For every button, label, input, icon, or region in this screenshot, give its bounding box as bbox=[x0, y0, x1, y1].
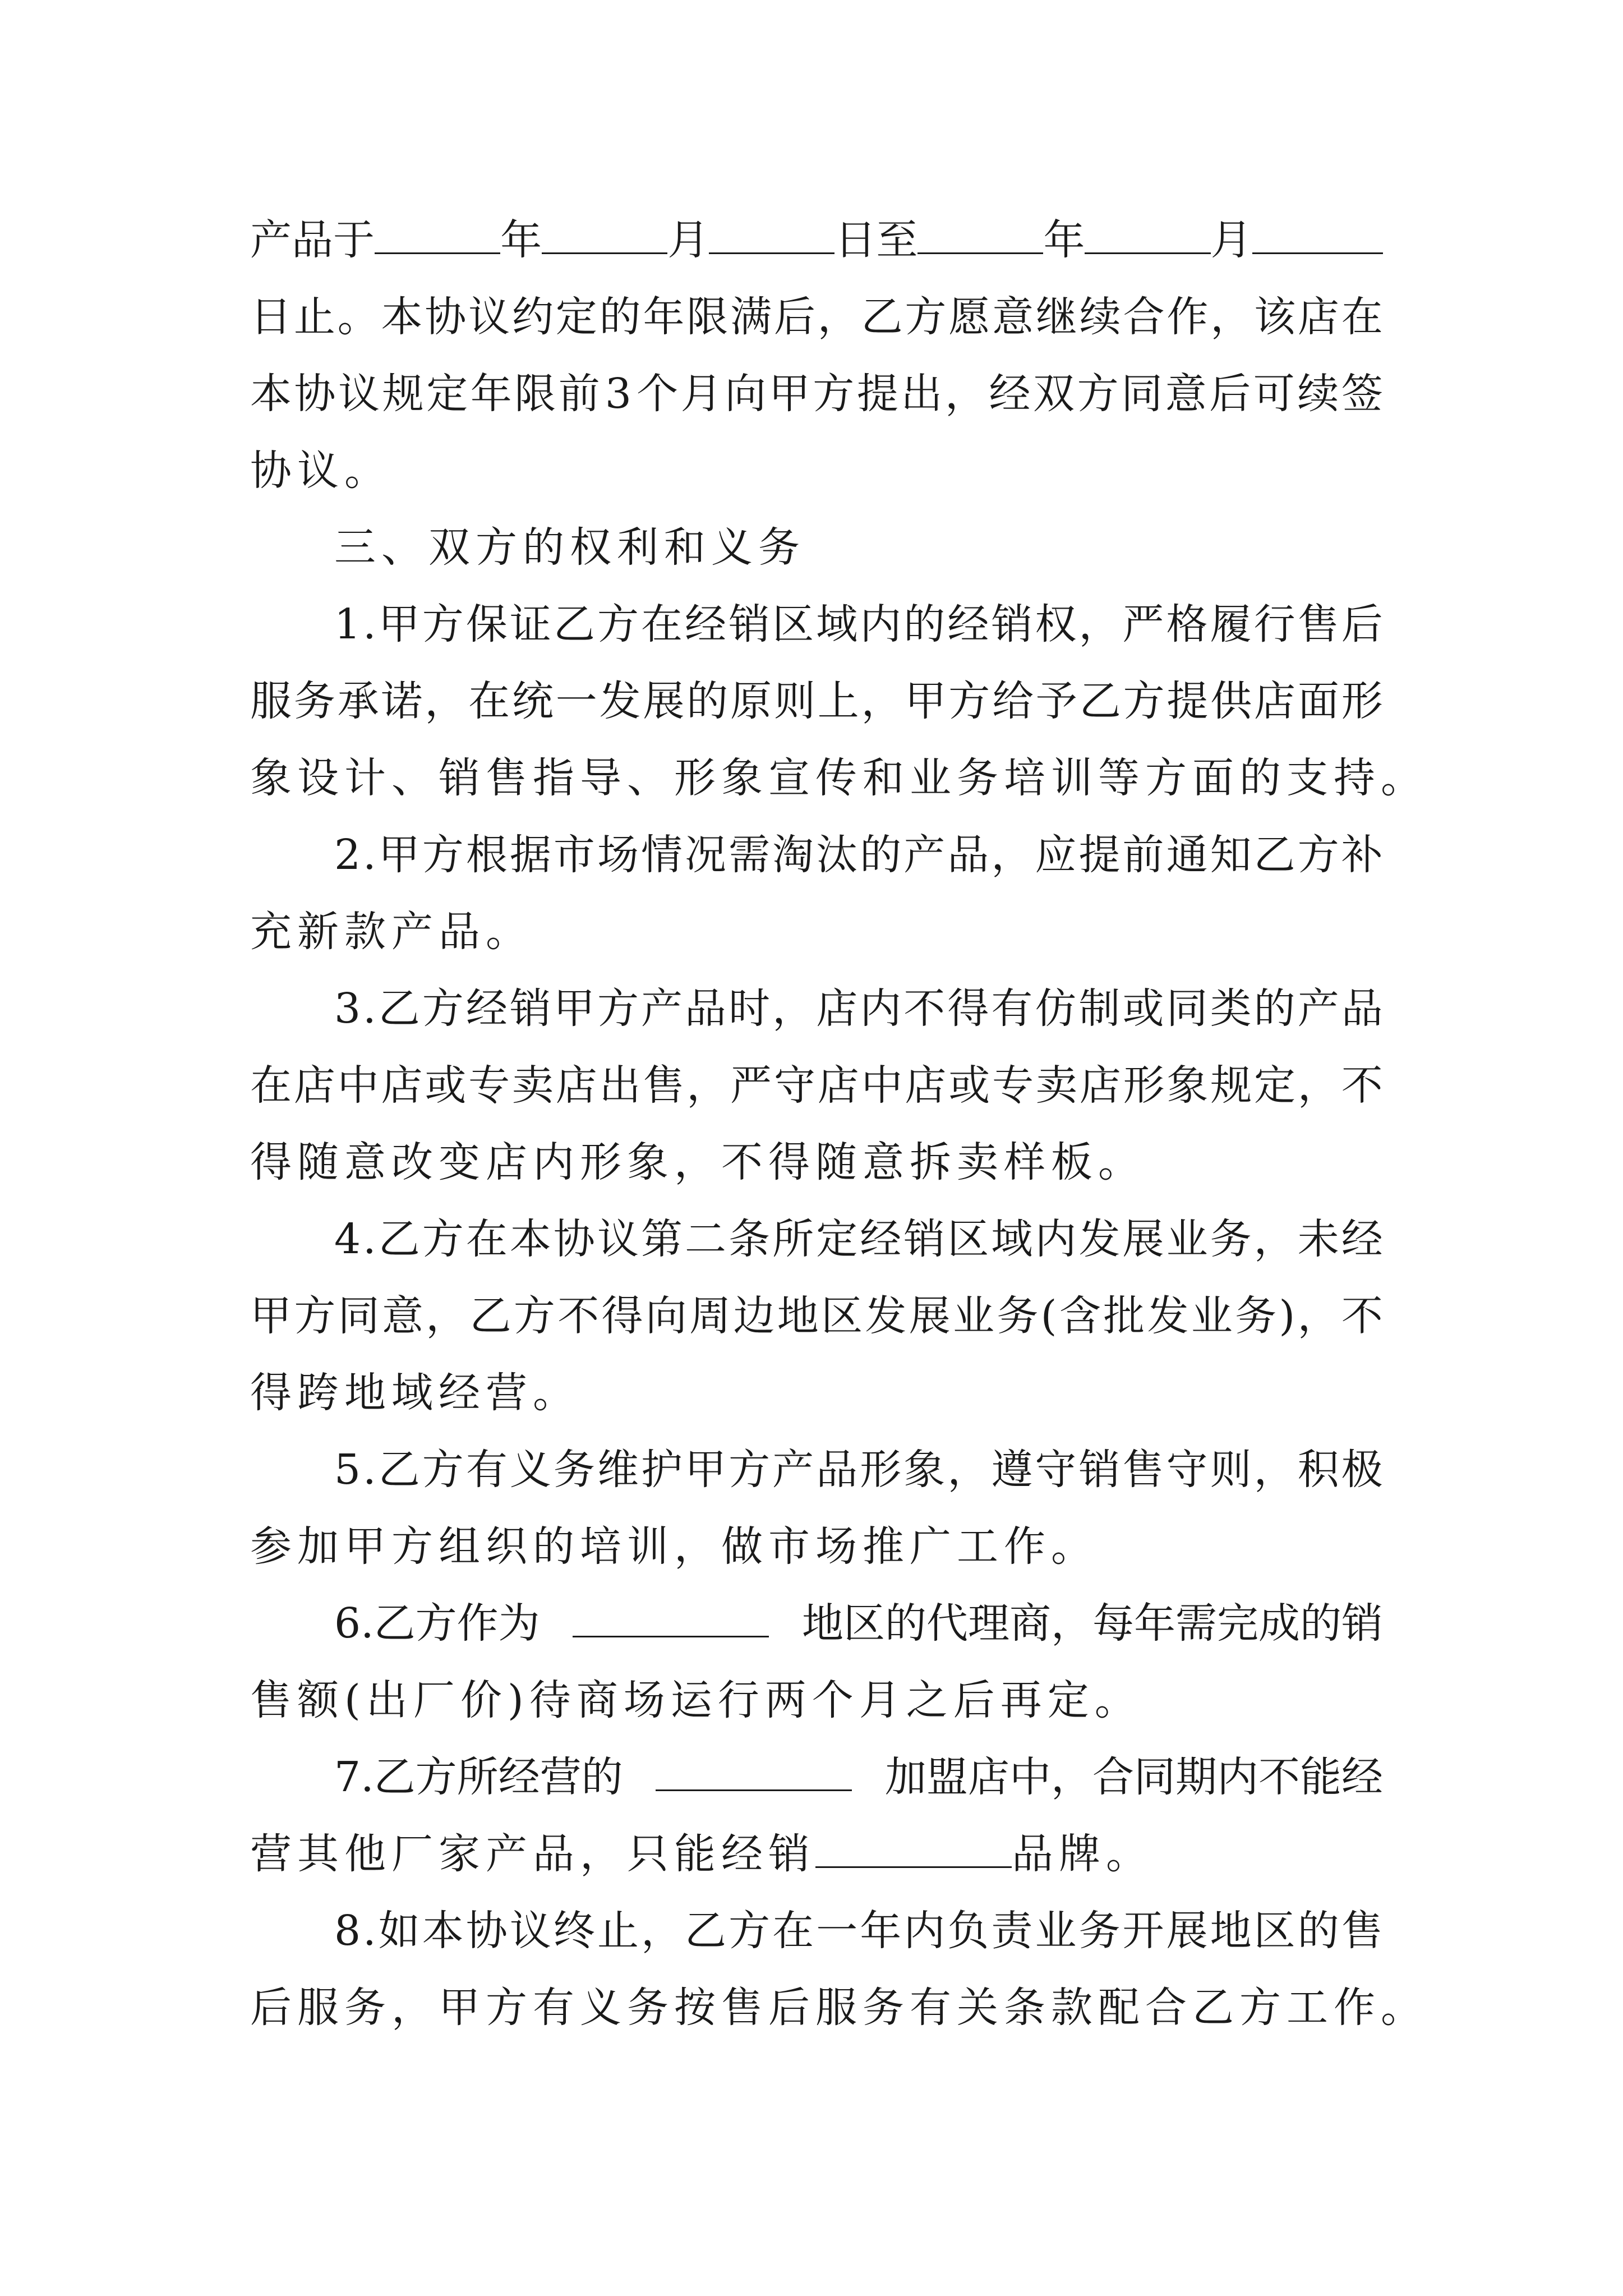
clause-1-line: 服 务 承 诺 ， 在 统 一 发 展 的 原 则 上 ， 甲 方 给 予 乙 方 提 供 店 面 形 bbox=[250, 677, 1383, 725]
clause-6-line: 售额(出厂价)待商场运行两个月之后再定。 bbox=[250, 1676, 1142, 1724]
blank-end-day bbox=[1252, 220, 1383, 254]
text-line: 日 止 。 本 协 议 约 定 的 年 限 满 后 ， 乙 方 愿 意 继 续 合 作 ， 该 店 在 bbox=[250, 293, 1383, 341]
clause-4-line: 4 . 乙 方 在 本 协 议 第 二 条 所 定 经 销 区 域 内 发 展 业 务 ， 未 经 bbox=[334, 1215, 1383, 1263]
blank-start-year bbox=[375, 220, 500, 254]
clause-6-line bbox=[250, 1585, 1383, 1662]
clause-8-line: 后服务，甲方有义务按售后服务有关条款配合乙方工作。 bbox=[250, 1984, 1428, 2032]
blank-end-month bbox=[1085, 220, 1210, 254]
clause-6-text: 地区的代理商，每年需完成的销 bbox=[801, 1599, 1383, 1648]
text-line: 本 协 议 规 定 年 限 前 3 个 月 向 甲 方 提 出 ， 经 双 方 同 意 后 可 续 签 bbox=[250, 370, 1383, 418]
date-text: 日至 bbox=[834, 216, 918, 264]
clause-2-line: 充新款产品。 bbox=[250, 908, 533, 956]
clause-7-line bbox=[250, 1816, 1383, 1893]
clause-3-line: 3 . 乙 方 经 销 甲 方 产 品 时 ， 店 内 不 得 有 仿 制 或 同 类 的 产 品 bbox=[334, 984, 1383, 1033]
clause-7-text: 营其他厂家产品，只能经销 bbox=[250, 1830, 815, 1878]
blank-region bbox=[573, 1603, 769, 1637]
text-line: 协议。 bbox=[250, 447, 391, 495]
clause-1-line: 象设计、销售指导、形象宣传和业务培训等方面的支持。 bbox=[250, 754, 1428, 802]
clause-4-line: 甲 方 同 意 ， 乙 方 不 得 向 周 边 地 区 发 展 业 务 ( 含 批 发 业 务 ) ， 不 bbox=[250, 1292, 1383, 1340]
clause-7-text: 品牌。 bbox=[1012, 1830, 1153, 1878]
clause-3-line: 得随意改变店内形象，不得随意拆卖样板。 bbox=[250, 1138, 1145, 1186]
blank-brand bbox=[815, 1834, 1012, 1868]
clause-2-line: 2 . 甲 方 根 据 市 场 情 况 需 淘 汰 的 产 品 ， 应 提 前 通 知 乙 方 补 bbox=[334, 831, 1383, 879]
blank-store bbox=[656, 1757, 852, 1791]
clause-4-line: 得跨地域经营。 bbox=[250, 1369, 580, 1417]
clause-8-line: 8 . 如 本 协 议 终 止 ， 乙 方 在 一 年 内 负 责 业 务 开 展 地 区 的 售 bbox=[334, 1907, 1383, 1955]
clause-7-line bbox=[250, 1739, 1383, 1816]
blank-end-year bbox=[917, 220, 1043, 254]
clause-7-text: 7.乙方所经营的 bbox=[334, 1753, 623, 1801]
date-line bbox=[250, 202, 1383, 279]
clause-3-line: 在 店 中 店 或 专 卖 店 出 售 ， 严 守 店 中 店 或 专 卖 店 形 象 规 定 ， 不 bbox=[250, 1061, 1383, 1110]
blank-start-month bbox=[542, 220, 667, 254]
clause-5-line: 5 . 乙 方 有 义 务 维 护 甲 方 产 品 形 象 ， 遵 守 销 售 守 则 ， 积 极 bbox=[334, 1446, 1383, 1494]
date-text: 产品于 bbox=[250, 216, 375, 264]
clause-7-text: 加盟店中，合同期内不能经 bbox=[884, 1753, 1383, 1801]
clause-5-line: 参加甲方组织的培训，做市场推广工作。 bbox=[250, 1522, 1098, 1571]
clause-1-line: 1 . 甲 方 保 证 乙 方 在 经 销 区 域 内 的 经 销 权 ， 严 格 履 行 售 后 bbox=[334, 600, 1383, 648]
date-text: 月 bbox=[1210, 216, 1252, 264]
date-text: 月 bbox=[667, 216, 709, 264]
section-heading: 三、双方的权利和义务 bbox=[334, 523, 805, 572]
date-text: 年 bbox=[500, 216, 542, 264]
blank-start-day bbox=[709, 220, 834, 254]
date-text: 年 bbox=[1043, 216, 1085, 264]
document-page bbox=[250, 202, 1428, 2046]
clause-6-text: 6.乙方作为 bbox=[334, 1599, 540, 1648]
